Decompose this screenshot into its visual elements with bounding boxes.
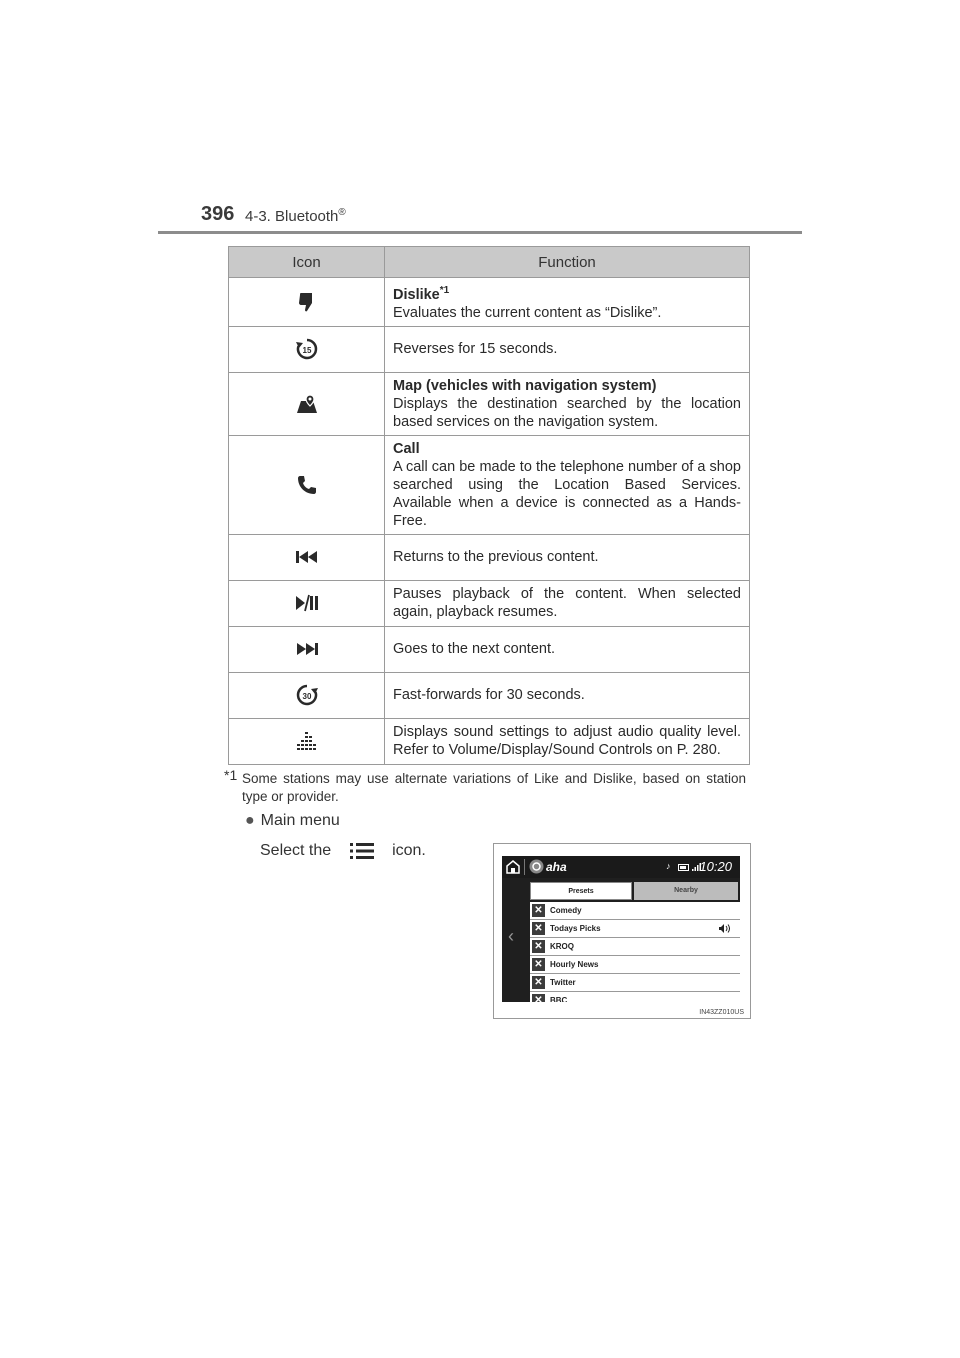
icon-cell [229,672,385,718]
tab-nearby[interactable]: Nearby [634,882,738,900]
function-text: Returns to the previous content. [393,549,599,566]
select-instruction [260,842,426,860]
icon-cell [229,278,385,327]
table-row [229,278,750,327]
function-cell [385,534,750,580]
table-row [229,435,750,534]
list-item[interactable] [530,902,740,920]
main-menu-title: Main menu [260,812,340,829]
table-row [229,534,750,580]
speaker-icon [719,924,730,933]
column-header-function: Function [385,247,750,278]
function-text: A call can be made to the telephone number of a shop searched using the Location Based Services. Available when a device is connected as a Hands-Free. [393,458,741,529]
table-row [229,672,750,718]
icon-cell [229,580,385,626]
delete-icon[interactable]: ✕ [532,940,545,953]
function-cell [385,718,750,764]
icon-cell [229,372,385,435]
function-text: Displays the destination searched by the location based services on the navigation system. [393,395,741,430]
previous-track-icon [295,545,319,569]
function-text: Reverses for 15 seconds. [393,341,558,358]
function-text: Displays sound settings to adjust audio quality level. Refer to Volume/Display/Sound Controls on P. 280. [393,724,741,759]
image-code: IN43ZZ010US [699,1009,744,1016]
rewind-15-icon [295,337,319,361]
page-header [0,0,960,240]
registered-mark: ® [338,207,346,218]
function-cell [385,372,750,435]
function-title: Map (vehicles with navigation system) [393,377,657,394]
select-prefix: Select the [260,842,332,860]
station-list [530,902,740,1002]
table-row [229,326,750,372]
svg-text:15: 15 [302,346,311,356]
icon-cell [229,534,385,580]
function-text: Fast-forwards for 30 seconds. [393,687,585,704]
table-row [229,718,750,764]
function-cell [385,435,750,534]
list-item[interactable] [530,992,740,1002]
delete-icon[interactable]: ✕ [532,994,545,1002]
battery-icon [678,864,690,871]
list-item[interactable] [530,938,740,956]
aha-logo-icon [529,859,544,874]
list-item[interactable] [530,956,740,974]
tab-bar [530,882,738,900]
function-title: Call [393,440,420,457]
aha-screenshot [493,843,751,1019]
music-note-icon: ♪ [666,861,671,871]
list-item-label: KROQ [550,942,574,951]
table-row [229,372,750,435]
back-arrow-icon[interactable]: ‹ [508,926,514,946]
delete-icon[interactable]: ✕ [532,976,545,989]
forward-30-icon [295,683,319,707]
section-title [245,207,346,225]
section-title-text: 4-3. Bluetooth [245,208,339,225]
function-title: Dislike [393,286,440,303]
status-bar [502,856,740,878]
function-text: Goes to the next content. [393,641,556,658]
list-item-label: BBC [550,996,568,1002]
icon-cell [229,435,385,534]
delete-icon[interactable]: ✕ [532,904,545,917]
select-suffix: icon. [392,842,426,860]
footnote-text: Some stations may use alternate variations of Like and Dislike, based on station type or provider. [242,771,746,804]
head-unit-screen [502,856,740,1002]
function-cell [385,278,750,327]
delete-icon[interactable]: ✕ [532,922,545,935]
list-item-label: Twitter [550,978,576,987]
list-item[interactable] [530,974,740,992]
function-cell [385,672,750,718]
tab-presets[interactable]: Presets [530,882,632,900]
table-row [229,626,750,672]
footnote [224,767,746,806]
divider [524,859,525,875]
thumbs-down-icon [295,290,319,314]
icon-function-table [228,246,750,765]
map-pin-icon [295,392,319,416]
footnote-mark: *1 [224,767,238,783]
list-item-label: Todays Picks [550,924,601,933]
svg-text:30: 30 [302,692,311,702]
column-header-icon: Icon [229,247,385,278]
home-icon[interactable] [506,860,520,874]
bullet-icon: ● [245,812,255,829]
header-rule [158,231,802,234]
function-cell [385,326,750,372]
menu-list-icon [350,842,374,860]
icon-cell [229,626,385,672]
main-menu-heading [245,812,340,830]
icon-cell [229,718,385,764]
function-text: Pauses playback of the content. When selected again, playback resumes. [393,586,741,621]
list-item-label: Comedy [550,906,582,915]
next-track-icon [295,637,319,661]
list-item-label: Hourly News [550,960,599,969]
function-text: Evaluates the current content as “Dislike”. [393,304,662,321]
table-row [229,580,750,626]
function-cell [385,626,750,672]
clock: 10:20 [699,859,732,874]
page-number: 396 [201,203,235,225]
play-pause-icon [295,591,319,615]
function-cell [385,580,750,626]
app-name: aha [546,860,567,874]
delete-icon[interactable]: ✕ [532,958,545,971]
icon-cell [229,326,385,372]
phone-icon [295,473,319,497]
equalizer-icon [295,729,319,753]
list-item[interactable] [530,920,740,938]
footnote-ref: *1 [439,285,450,296]
